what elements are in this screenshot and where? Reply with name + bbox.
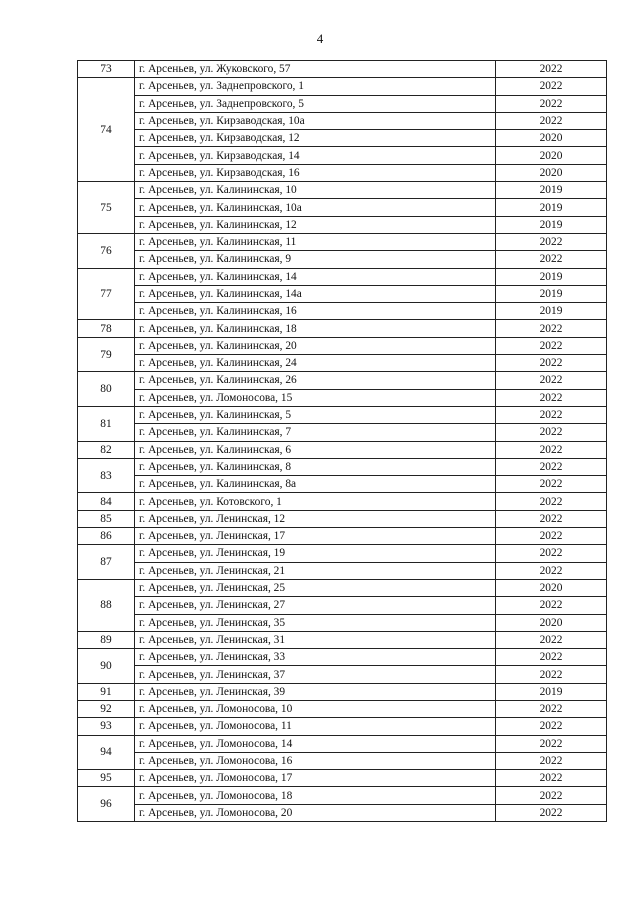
address-cell: г. Арсеньев, ул. Калининская, 10 [135, 182, 496, 199]
table-row [78, 285, 607, 302]
row-number: 85 [78, 510, 135, 527]
address-cell: г. Арсеньев, ул. Калининская, 10а [135, 199, 496, 216]
year-cell: 2022 [496, 112, 607, 129]
address-cell: г. Арсеньев, ул. Калининская, 18 [135, 320, 496, 337]
year-cell: 2019 [496, 268, 607, 285]
row-number: 79 [78, 337, 135, 372]
address-cell: г. Арсеньев, ул. Кирзаводская, 12 [135, 130, 496, 147]
table-row [78, 216, 607, 233]
year-cell: 2022 [496, 718, 607, 735]
year-cell: 2022 [496, 735, 607, 752]
table-row [78, 406, 607, 423]
address-cell: г. Арсеньев, ул. Калининская, 12 [135, 216, 496, 233]
table-row [78, 510, 607, 527]
address-cell: г. Арсеньев, ул. Ленинская, 39 [135, 683, 496, 700]
year-cell: 2022 [496, 441, 607, 458]
year-cell: 2022 [496, 476, 607, 493]
address-cell: г. Арсеньев, ул. Калининская, 24 [135, 355, 496, 372]
address-cell: г. Арсеньев, ул. Калининская, 7 [135, 424, 496, 441]
address-cell: г. Арсеньев, ул. Кирзаводская, 16 [135, 164, 496, 181]
table-row [78, 683, 607, 700]
row-number: 83 [78, 458, 135, 493]
year-cell: 2022 [496, 804, 607, 821]
row-number: 90 [78, 649, 135, 684]
address-cell: г. Арсеньев, ул. Ленинская, 31 [135, 631, 496, 648]
table-row [78, 804, 607, 821]
year-cell: 2022 [496, 372, 607, 389]
row-number: 95 [78, 770, 135, 787]
address-cell: г. Арсеньев, ул. Заднепровского, 5 [135, 95, 496, 112]
row-number: 80 [78, 372, 135, 407]
table-row [78, 355, 607, 372]
address-cell: г. Арсеньев, ул. Калининская, 8а [135, 476, 496, 493]
table-row [78, 303, 607, 320]
page-number: 4 [316, 31, 324, 46]
year-cell: 2022 [496, 631, 607, 648]
year-cell: 2022 [496, 78, 607, 95]
table-row [78, 718, 607, 735]
year-cell: 2022 [496, 406, 607, 423]
address-cell: г. Арсеньев, ул. Ломоносова, 17 [135, 770, 496, 787]
address-cell: г. Арсеньев, ул. Калининская, 8 [135, 458, 496, 475]
address-cell: г. Арсеньев, ул. Ломоносова, 11 [135, 718, 496, 735]
year-cell: 2020 [496, 614, 607, 631]
address-cell: г. Арсеньев, ул. Ломоносова, 16 [135, 752, 496, 769]
year-cell: 2022 [496, 770, 607, 787]
table-row [78, 78, 607, 95]
table-row [78, 545, 607, 562]
address-cell: г. Арсеньев, ул. Кирзаводская, 10а [135, 112, 496, 129]
table-row [78, 182, 607, 199]
address-cell: г. Арсеньев, ул. Калининская, 6 [135, 441, 496, 458]
row-number: 78 [78, 320, 135, 337]
year-cell: 2019 [496, 683, 607, 700]
table-row [78, 233, 607, 250]
table-row [78, 372, 607, 389]
table-row [78, 476, 607, 493]
year-cell: 2020 [496, 147, 607, 164]
address-cell: г. Арсеньев, ул. Ленинская, 27 [135, 597, 496, 614]
year-cell: 2020 [496, 130, 607, 147]
year-cell: 2022 [496, 251, 607, 268]
year-cell: 2022 [496, 458, 607, 475]
row-number: 75 [78, 182, 135, 234]
row-number: 84 [78, 493, 135, 510]
address-cell: г. Арсеньев, ул. Ломоносова, 20 [135, 804, 496, 821]
table-row [78, 752, 607, 769]
table-row [78, 528, 607, 545]
address-cell: г. Арсеньев, ул. Калининская, 26 [135, 372, 496, 389]
row-number: 93 [78, 718, 135, 735]
table-row [78, 787, 607, 804]
row-number: 91 [78, 683, 135, 700]
address-table [77, 60, 607, 822]
year-cell: 2019 [496, 216, 607, 233]
table-row [78, 199, 607, 216]
address-cell: г. Арсеньев, ул. Ленинская, 25 [135, 579, 496, 596]
address-cell: г. Арсеньев, ул. Ленинская, 12 [135, 510, 496, 527]
year-cell: 2022 [496, 752, 607, 769]
address-cell: г. Арсеньев, ул. Ленинская, 35 [135, 614, 496, 631]
table-row [78, 147, 607, 164]
address-cell: г. Арсеньев, ул. Калининская, 14 [135, 268, 496, 285]
year-cell: 2022 [496, 61, 607, 78]
year-cell: 2019 [496, 303, 607, 320]
row-number: 92 [78, 700, 135, 717]
row-number: 73 [78, 61, 135, 78]
address-cell: г. Арсеньев, ул. Ленинская, 33 [135, 649, 496, 666]
address-cell: г. Арсеньев, ул. Ленинская, 17 [135, 528, 496, 545]
year-cell: 2020 [496, 579, 607, 596]
year-cell: 2019 [496, 199, 607, 216]
table-row [78, 735, 607, 752]
table-row [78, 666, 607, 683]
address-cell: г. Арсеньев, ул. Ленинская, 19 [135, 545, 496, 562]
table-row [78, 649, 607, 666]
year-cell: 2022 [496, 355, 607, 372]
table-row [78, 441, 607, 458]
year-cell: 2022 [496, 597, 607, 614]
address-cell: г. Арсеньев, ул. Котовского, 1 [135, 493, 496, 510]
table-row [78, 95, 607, 112]
table-row [78, 337, 607, 354]
address-cell: г. Арсеньев, ул. Ломоносова, 10 [135, 700, 496, 717]
table-row [78, 424, 607, 441]
address-cell: г. Арсеньев, ул. Ленинская, 21 [135, 562, 496, 579]
table-row [78, 562, 607, 579]
table-row [78, 164, 607, 181]
year-cell: 2022 [496, 510, 607, 527]
address-cell: г. Арсеньев, ул. Калининская, 5 [135, 406, 496, 423]
row-number: 74 [78, 78, 135, 182]
table-row [78, 614, 607, 631]
year-cell: 2022 [496, 493, 607, 510]
address-cell: г. Арсеньев, ул. Кирзаводская, 14 [135, 147, 496, 164]
address-cell: г. Арсеньев, ул. Калининская, 14а [135, 285, 496, 302]
address-cell: г. Арсеньев, ул. Ломоносова, 18 [135, 787, 496, 804]
table-row [78, 268, 607, 285]
table-row [78, 770, 607, 787]
year-cell: 2022 [496, 320, 607, 337]
row-number: 77 [78, 268, 135, 320]
row-number: 82 [78, 441, 135, 458]
table-row [78, 493, 607, 510]
table-row [78, 700, 607, 717]
year-cell: 2022 [496, 528, 607, 545]
year-cell: 2022 [496, 424, 607, 441]
address-cell: г. Арсеньев, ул. Ломоносова, 14 [135, 735, 496, 752]
address-cell: г. Арсеньев, ул. Калининская, 20 [135, 337, 496, 354]
year-cell: 2022 [496, 337, 607, 354]
year-cell: 2022 [496, 787, 607, 804]
table-row [78, 130, 607, 147]
row-number: 76 [78, 233, 135, 268]
table-row [78, 251, 607, 268]
table-row [78, 320, 607, 337]
address-cell: г. Арсеньев, ул. Калининская, 16 [135, 303, 496, 320]
address-table-body [78, 61, 607, 822]
row-number: 88 [78, 579, 135, 631]
year-cell: 2022 [496, 700, 607, 717]
table-row [78, 389, 607, 406]
year-cell: 2022 [496, 666, 607, 683]
table-row [78, 579, 607, 596]
year-cell: 2022 [496, 389, 607, 406]
row-number: 87 [78, 545, 135, 580]
table-row [78, 631, 607, 648]
address-cell: г. Арсеньев, ул. Ломоносова, 15 [135, 389, 496, 406]
address-cell: г. Арсеньев, ул. Заднепровского, 1 [135, 78, 496, 95]
table-row [78, 597, 607, 614]
address-cell: г. Арсеньев, ул. Калининская, 11 [135, 233, 496, 250]
year-cell: 2022 [496, 562, 607, 579]
row-number: 94 [78, 735, 135, 770]
year-cell: 2020 [496, 164, 607, 181]
table-row [78, 458, 607, 475]
year-cell: 2022 [496, 545, 607, 562]
year-cell: 2019 [496, 182, 607, 199]
row-number: 86 [78, 528, 135, 545]
year-cell: 2022 [496, 233, 607, 250]
address-cell: г. Арсеньев, ул. Калининская, 9 [135, 251, 496, 268]
row-number: 81 [78, 406, 135, 441]
table-row [78, 112, 607, 129]
year-cell: 2019 [496, 285, 607, 302]
address-cell: г. Арсеньев, ул. Жуковского, 57 [135, 61, 496, 78]
year-cell: 2022 [496, 649, 607, 666]
address-cell: г. Арсеньев, ул. Ленинская, 37 [135, 666, 496, 683]
table-row [78, 61, 607, 78]
year-cell: 2022 [496, 95, 607, 112]
row-number: 96 [78, 787, 135, 822]
row-number: 89 [78, 631, 135, 648]
